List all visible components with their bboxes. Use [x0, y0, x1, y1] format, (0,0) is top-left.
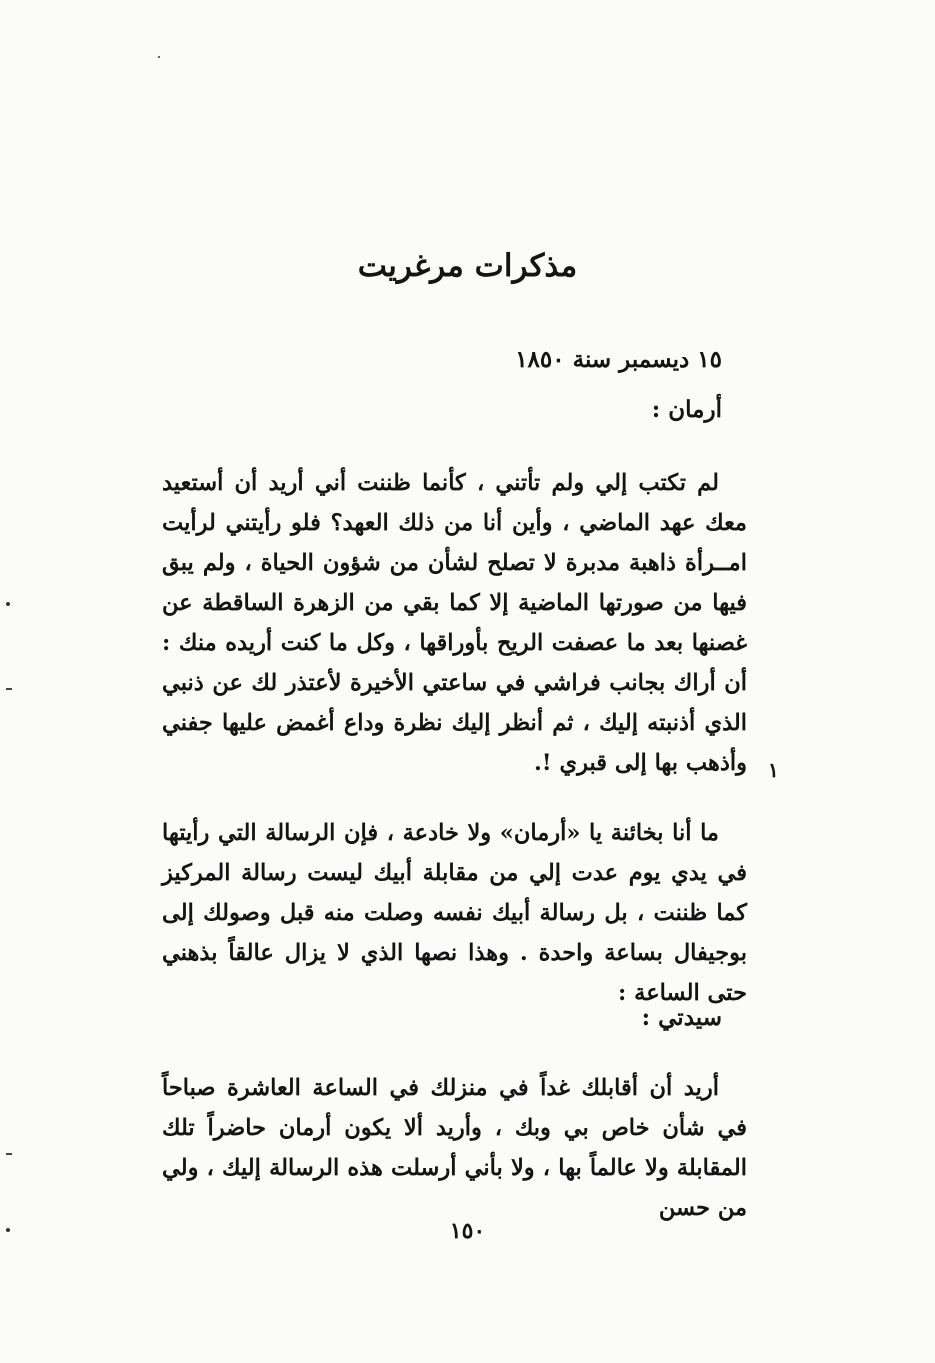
salutation-madam: سيدتي :: [641, 1004, 722, 1031]
paragraph-1: لم تكتب إلي ولم تأتني ، كأنما ظننت أني أريد أن أستعيد معك عهد الماضي ، وأين أنا من ذلك العهد؟ فلو رأيتني لرأيت امــرأة ذاهبة مدبرة لا تصلح لشأن من شؤون الحياة ، ولم يبق فيها من صورتها الماضية إلا كما بقي من الزهرة الساقطة عن غصنها بعد ما عصفت الريح بأوراقها ، وكل ما كنت أريده منك : أن أراك بجانب فراشي في ساعتي الأخيرة لأعتذر لك عن ذنبي الذي أذنبته إليك ، ثم أنظر إليك نظرة وداع أغمض عليها جفني وأذهب بها إلى قبري !.: [162, 470, 747, 776]
salutation-arman: أرمان :: [651, 396, 722, 423]
letter-date: ١٥ ديسمبر سنة ١٨٥٠: [515, 346, 722, 373]
scan-mark: [6, 688, 12, 690]
scan-speck: [6, 1228, 10, 1232]
paragraph-3: أريد أن أقابلك غداً في منزلك في الساعة العاشرة صباحاً في شأن خاص بي وبك ، وأريد ألا يكون أرمان حاضراً تلك المقابلة ولا عالماً بها ، ولا بأني أرسلت هذه الرسالة إليك ، ولي من حسن: [162, 1075, 747, 1221]
page-number: ١٥٠: [449, 1218, 486, 1244]
scan-speck: [158, 56, 160, 58]
scan-speck: [6, 602, 10, 606]
scan-mark: [6, 1153, 12, 1155]
paragraph-2: ما أنا بخائنة يا «أرمان» ولا خادعة ، فإن الرسالة التي رأيتها في يدي يوم عدت إلي من مقابلة أبيك ليست رسالة المركيز كما ظننت ، بل رسالة أبيك نفسه وصلت منه قبل وصولك إلى بوجيفال بساعة واحدة . وهذا نصها الذي لا يزال عالقاً بذهني حتى الساعة :: [162, 820, 747, 1006]
page-title: مذكرات مرغريت: [357, 248, 578, 284]
footnote-mark: ١: [768, 758, 779, 782]
